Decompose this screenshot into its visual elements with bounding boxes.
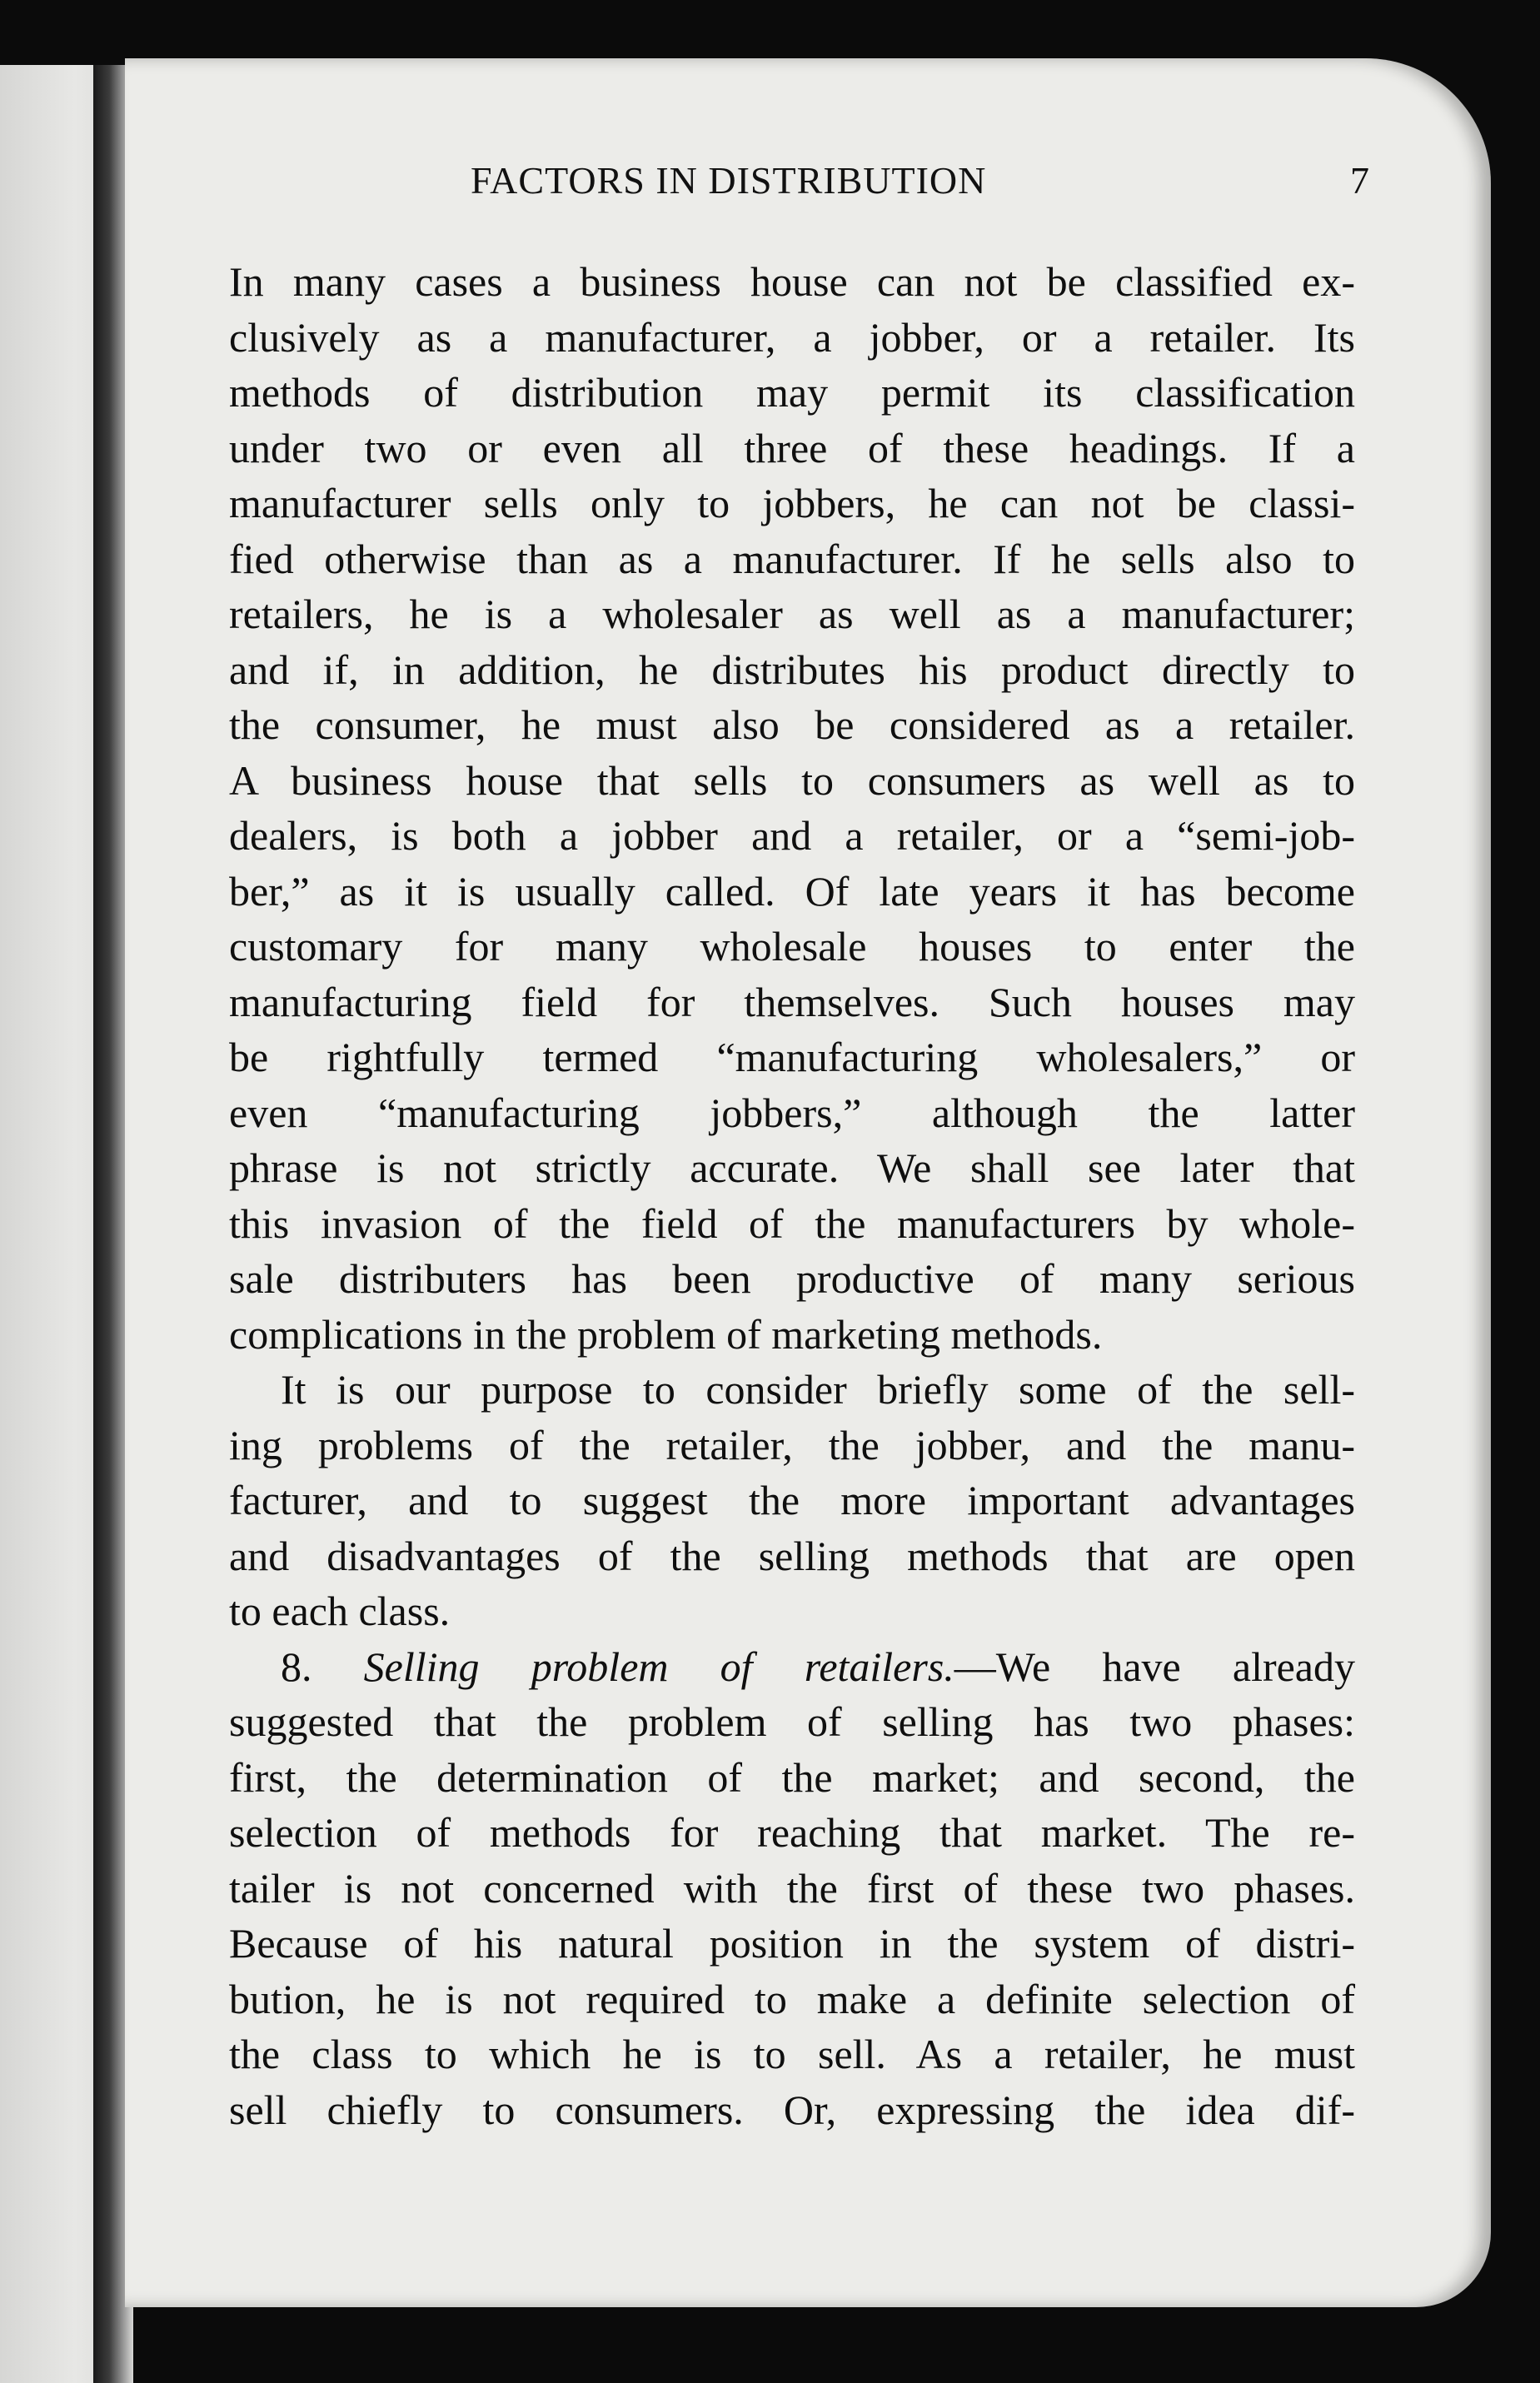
- text-line: fied otherwise than as a manufacturer. If he sells also to: [229, 535, 1355, 582]
- text-line: tailer is not concerned with the first of these two phases.: [229, 1864, 1355, 1912]
- text-line: methods of distribution may permit its classification: [229, 369, 1355, 416]
- text-line: under two or even all three of these headings. If a: [229, 424, 1355, 471]
- text-line: be rightfully termed “manufacturing wholesalers,” or: [229, 1034, 1355, 1080]
- text-line: sale distributers has been productive of many serious: [229, 1255, 1355, 1302]
- text-line: selection of methods for reaching that market. The re-: [229, 1809, 1355, 1856]
- text-line: A business house that sells to consumers as well as to: [229, 756, 1355, 804]
- section-first-line-text: —We have already: [954, 1643, 1356, 1690]
- text-line: this invasion of the field of the manufacturers by whole-: [229, 1199, 1355, 1247]
- text-line: manufacturing field for themselves. Such houses may: [229, 978, 1355, 1025]
- text-line: phrase is not strictly accurate. We shall see later that: [229, 1144, 1355, 1191]
- text-line: manufacturer sells only to jobbers, he can not be classi-: [229, 480, 1355, 526]
- text-line: In many cases a business house can not be classified ex-: [229, 258, 1355, 305]
- section-heading: Selling problem of retailers.: [363, 1643, 954, 1690]
- text-line: dealers, is both a jobber and a retailer, or a “semi-job-: [229, 812, 1355, 859]
- section-8-paragraph: [229, 1639, 1355, 2138]
- text-line: even “manufacturing jobbers,” although the latter: [229, 1089, 1355, 1136]
- text-line: ber,” as it is usually called. Of late years it has become: [229, 867, 1355, 915]
- running-head: FACTORS IN DISTRIBUTION: [471, 159, 987, 202]
- text-line: retailers, he is a wholesaler as well as a manufacturer;: [229, 591, 1355, 637]
- scan-border: [1491, 0, 1540, 2383]
- body-text: [229, 254, 1355, 2137]
- section-number: 8.: [281, 1643, 364, 1690]
- paragraph-2: [229, 1362, 1355, 1639]
- text-line: [229, 1639, 1355, 1695]
- text-line: ing problems of the retailer, the jobber, and the manu-: [229, 1421, 1355, 1468]
- text-line: complications in the problem of marketing methods.: [229, 1310, 1103, 1358]
- page-number: 7: [1350, 159, 1370, 202]
- text-line: facturer, and to suggest the more important advantages: [229, 1477, 1355, 1523]
- text-line: and disadvantages of the selling methods that are open: [229, 1532, 1355, 1579]
- paragraph-1: [229, 254, 1355, 1362]
- text-line: to each class.: [229, 1588, 451, 1634]
- text-line: the consumer, he must also be considered as a retailer.: [229, 701, 1355, 748]
- text-line: clusively as a manufacturer, a jobber, or a retailer. Its: [229, 313, 1355, 361]
- text-line: customary for many wholesale houses to enter the: [229, 923, 1355, 970]
- text-line: bution, he is not required to make a definite selection of: [229, 1975, 1355, 2022]
- text-line: It is our purpose to consider briefly some of the sell-: [281, 1366, 1355, 1413]
- text-line: Because of his natural position in the system of distri-: [229, 1920, 1355, 1967]
- text-line: sell chiefly to consumers. Or, expressing the idea dif-: [229, 2086, 1355, 2133]
- text-line: the class to which he is to sell. As a retailer, he must: [229, 2031, 1355, 2077]
- text-line: first, the determination of the market; and second, the: [229, 1753, 1355, 1801]
- text-line: suggested that the problem of selling has two phases:: [229, 1698, 1355, 1745]
- text-line: and if, in addition, he distributes his product directly to: [229, 646, 1355, 693]
